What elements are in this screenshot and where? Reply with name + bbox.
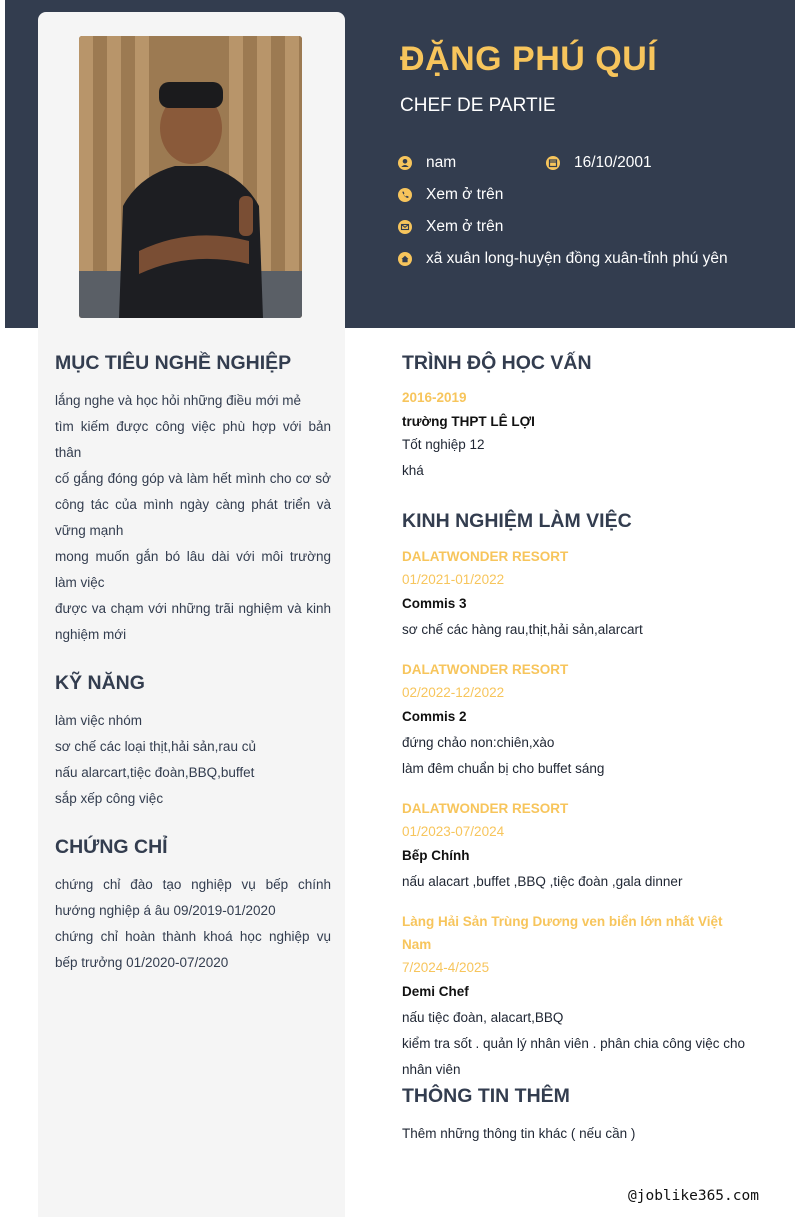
school-name: trường THPT LÊ LỢI [402,414,535,429]
job-company: DALATWONDER RESORT [402,662,569,677]
phone-value: Xem ở trên [426,186,504,203]
job-role: Commis 3 [402,596,467,611]
birthdate-value: 16/10/2001 [574,154,652,171]
certificate-item: chứng chỉ hoàn thành khoá học nghiệp vụ bếp trưởng 01/2020-07/2020 [55,929,331,970]
skill-item: nấu alarcart,tiệc đoàn,BBQ,buffet [55,765,255,780]
additional-title: THÔNG TIN THÊM [402,1085,570,1107]
watermark: @joblike365.com [628,1188,759,1204]
objective-item: được va chạm với những trãi nghiệm và kinh nghiệm mới [55,601,331,642]
objective-item: tìm kiếm được công việc phù hợp với bản thân [55,419,331,460]
objective-list [55,388,331,648]
education-degree: Tốt nghiệp 12 [402,437,485,452]
skills-title: KỸ NĂNG [55,672,145,694]
profile-photo [79,36,302,318]
skill-item: sơ chế các loại thịt,hải sản,rau củ [55,739,256,754]
birthdate-row [546,154,652,172]
phone-icon [398,188,412,202]
certificates-title: CHỨNG CHỈ [55,836,168,858]
address-row [398,250,728,268]
objective-item: mong muốn gắn bó lâu dài với môi trường làm việc [55,549,331,590]
job-entry [402,658,745,782]
education-years: 2016-2019 [402,390,467,405]
objective-item: cố gắng đóng góp và làm hết mình cho cơ sở công tác của mình ngày càng phát triển và vững mạnh [55,471,331,538]
home-icon [398,252,412,266]
job-role: Bếp Chính [402,848,470,863]
job-entry [402,910,745,1083]
job-desc: nấu tiệc đoàn, alacart,BBQ [402,1010,564,1025]
objective-title: MỤC TIÊU NGHỀ NGHIỆP [55,352,292,374]
email-value: Xem ở trên [426,218,504,235]
job-period: 02/2022-12/2022 [402,685,505,700]
certificates-list [55,872,331,976]
skill-item: sắp xếp công việc [55,791,164,806]
job-desc: đứng chảo non:chiên,xào [402,735,555,750]
job-entry [402,797,745,895]
skills-list [55,708,331,812]
job-period: 7/2024-4/2025 [402,960,490,975]
experience-title: KINH NGHIỆM LÀM VIỆC [402,510,632,532]
certificate-item: chứng chỉ đào tạo nghiệp vụ bếp chính hướng nghiệp á âu 09/2019-01/2020 [55,877,331,918]
job-company: DALATWONDER RESORT [402,549,569,564]
job-role: Demi Chef [402,984,469,999]
calendar-icon [546,156,560,170]
job-desc: kiểm tra sốt . quản lý nhân viên . phân chia công việc cho nhân viên [402,1036,745,1077]
job-desc: làm đêm chuẩn bị cho buffet sáng [402,761,605,776]
job-company: Làng Hải Sản Trùng Dương ven biển lớn nhất Việt Nam [402,914,723,952]
email-row [398,218,503,236]
job-desc: nấu alacart ,buffet ,BBQ ,tiệc đoàn ,gala dinner [402,874,683,889]
job-period: 01/2021-01/2022 [402,572,505,587]
job-role: Commis 2 [402,709,467,724]
education-details [402,410,745,484]
additional-text: Thêm những thông tin khác ( nếu cần ) [402,1126,636,1141]
objective-item: lắng nghe và học hỏi những điều mới mẻ [55,393,302,408]
phone-row [398,186,503,204]
job-company: DALATWONDER RESORT [402,801,569,816]
gender-row [398,154,456,172]
candidate-name: ĐẶNG PHÚ QUÍ [400,40,658,78]
education-title: TRÌNH ĐỘ HỌC VẤN [402,352,592,374]
address-value: xã xuân long-huyện đồng xuân-tỉnh phú yên [426,250,728,267]
user-icon [398,156,412,170]
education-grade: khá [402,463,424,478]
job-period: 01/2023-07/2024 [402,824,505,839]
additional-info [402,1121,745,1147]
job-entry [402,545,745,643]
job-desc: sơ chế các hàng rau,thịt,hải sản,alarcart [402,622,643,637]
mail-icon [398,220,412,234]
skill-item: làm việc nhóm [55,713,143,728]
gender-value: nam [426,154,457,171]
job-title: CHEF DE PARTIE [400,95,556,116]
